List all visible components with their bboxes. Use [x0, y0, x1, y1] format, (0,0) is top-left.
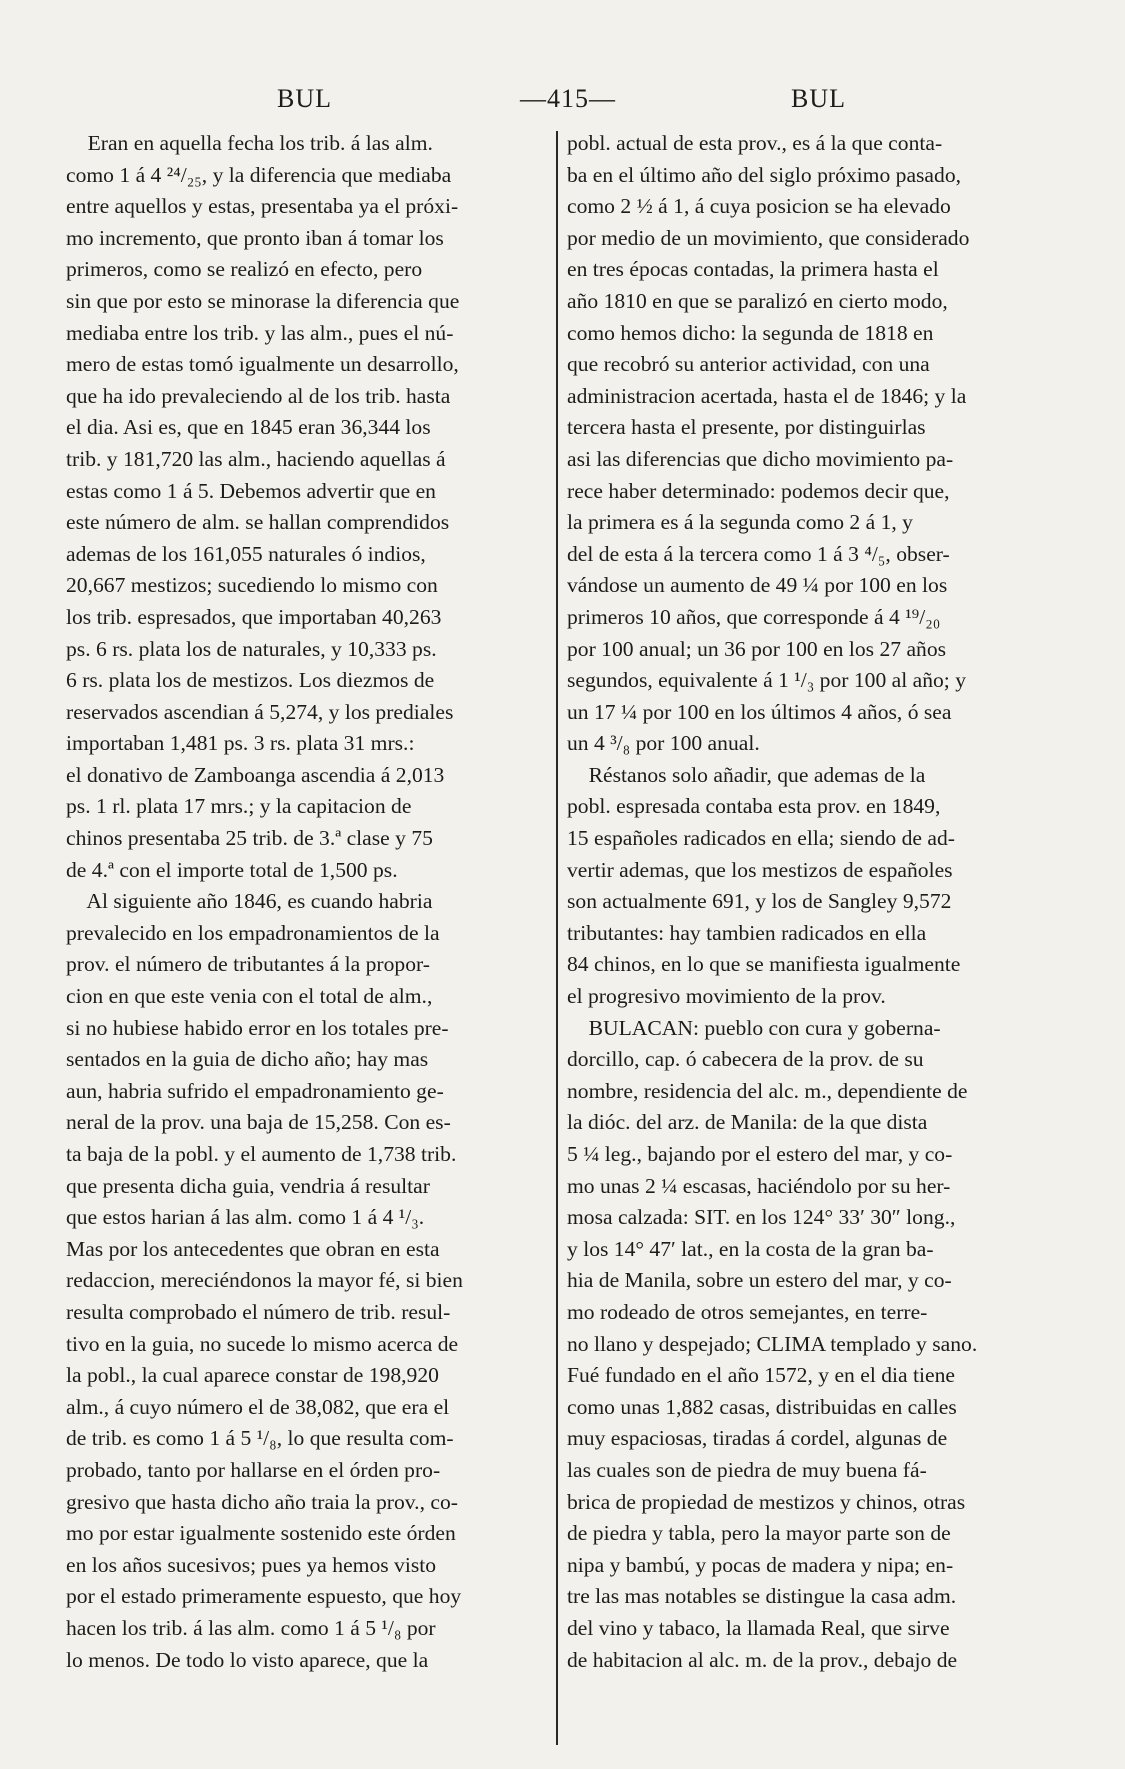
text-line: por medio de un movimiento, que considerado: [567, 225, 970, 250]
text-line: tercera hasta el presente, por distinguirlas: [567, 415, 926, 440]
text-line: cion en que este venia con el total de alm.,: [66, 984, 433, 1009]
text-line: sin que por esto se minorase la diferencia que: [66, 288, 460, 313]
text-line: de 4.ª con el importe total de 1,500 ps.: [66, 857, 398, 882]
text-line: como 1 á 4 ²⁴/₂₅, y la diferencia que mediaba: [66, 162, 452, 187]
text-line: ademas de los 161,055 naturales ó indios,: [66, 541, 426, 566]
text-line: pobl. actual de esta prov., es á la que conta-: [567, 131, 943, 155]
text-line: vertir ademas, que los mestizos de españoles: [567, 857, 953, 882]
text-line: 5 ¼ leg., bajando por el estero del mar, y co-: [567, 1142, 953, 1166]
text-line: mo incremento, que pronto iban á tomar los: [66, 225, 444, 250]
text-line: prov. el número de tributantes á la propor-: [66, 952, 430, 977]
text-line: mo unas 2 ¼ escasas, haciéndolo por su her-: [567, 1173, 951, 1198]
text-line: administracion acertada, hasta el de 1846; y la: [567, 383, 967, 408]
column-divider: [556, 131, 558, 1745]
text-line: son actualmente 691, y los de Sangley 9,572: [567, 889, 952, 914]
text-line: ba en el último año del siglo próximo pasado,: [567, 162, 962, 187]
text-line: tributantes: hay tambien radicados en ella: [567, 920, 927, 945]
text-line: primeros, como se realizó en efecto, pero: [66, 257, 423, 282]
text-line: brica de propiedad de mestizos y chinos, otras: [567, 1489, 966, 1514]
page-number: —415—: [520, 84, 616, 113]
text-line: la primera es á la segunda como 2 á 1, y: [567, 510, 913, 535]
text-line: Al siguiente año 1846, es cuando habria: [66, 889, 433, 914]
text-line: segundos, equivalente á 1 ¹/₃ por 100 al año; y: [567, 668, 966, 693]
running-head-right: BUL: [791, 84, 846, 113]
text-line: el donativo de Zamboanga ascendia á 2,013: [66, 762, 445, 787]
right-column: [567, 128, 1046, 1676]
text-line: Fué fundado en el año 1572, y en el dia tiene: [567, 1363, 955, 1388]
text-line: por el estado primeramente espuesto, que hoy: [66, 1584, 462, 1609]
text-line: asi las diferencias que dicho movimiento pa-: [567, 446, 954, 471]
text-line: estas como 1 á 5. Debemos advertir que en: [66, 478, 436, 503]
text-line: trib. y 181,720 las alm., haciendo aquellas á: [66, 446, 446, 471]
text-line: este número de alm. se hallan comprendidos: [66, 510, 450, 535]
left-column: [66, 128, 546, 1676]
text-line: muy espaciosas, tiradas á cordel, algunas de: [567, 1426, 948, 1451]
text-line: la dióc. del arz. de Manila: de la que dista: [567, 1110, 928, 1135]
text-line: Réstanos solo añadir, que ademas de la: [567, 762, 926, 787]
text-line: en los años sucesivos; pues ya hemos visto: [66, 1552, 437, 1577]
text-line: ps. 6 rs. plata los de naturales, y 10,333 ps.: [66, 636, 437, 661]
text-line: 20,667 mestizos; sucediendo lo mismo con: [66, 573, 438, 598]
text-line: de trib. es como 1 á 5 ¹/₈, lo que resulta com-: [66, 1426, 454, 1451]
text-line: como unas 1,882 casas, distribuidas en calles: [567, 1394, 957, 1419]
text-line: y los 14° 47′ lat., en la costa de la gran ba-: [567, 1236, 934, 1261]
text-line: chinos presentaba 25 trib. de 3.ª clase y 75: [66, 826, 433, 851]
running-head-left: BUL: [277, 84, 332, 113]
text-line: importaban 1,481 ps. 3 rs. plata 31 mrs.:: [66, 731, 415, 756]
text-line: hacen los trib. á las alm. como 1 á 5 ¹/₈ por: [66, 1615, 436, 1640]
text-line: como 2 ½ á 1, á cuya posicion se ha elevado: [567, 194, 951, 219]
text-line: vándose un aumento de 49 ¼ por 100 en los: [567, 573, 948, 598]
text-line: 84 chinos, en lo que se manifiesta igualmente: [567, 952, 961, 977]
text-line: alm., á cuyo número el de 38,082, que era el: [66, 1394, 450, 1419]
text-line: BULACAN: pueblo con cura y goberna-: [567, 1015, 941, 1040]
text-line: por 100 anual; un 36 por 100 en los 27 años: [567, 636, 947, 661]
text-line: redaccion, mereciéndonos la mayor fé, si bien: [66, 1268, 463, 1293]
text-line: de piedra y tabla, pero la mayor parte son de: [567, 1521, 951, 1546]
text-line: año 1810 en que se paralizó en cierto modo,: [567, 288, 948, 313]
text-line: tre las mas notables se distingue la casa adm.: [567, 1584, 957, 1609]
text-line: resulta comprobado el número de trib. resul-: [66, 1299, 451, 1324]
text-line: que recobró su anterior actividad, con una: [567, 352, 930, 377]
text-line: mo rodeado de otros semejantes, en terre-: [567, 1299, 928, 1324]
text-line: entre aquellos y estas, presentaba ya el próxi-: [66, 194, 459, 219]
text-line: mero de estas tomó igualmente un desarrollo,: [66, 352, 459, 377]
text-line: que estos harian á las alm. como 1 á 4 ¹/₃.: [66, 1205, 425, 1230]
text-line: la pobl., la cual aparece constar de 198,920: [66, 1363, 439, 1388]
text-line: del vino y tabaco, la llamada Real, que sirve: [567, 1615, 950, 1640]
text-line: primeros 10 años, que corresponde á 4 ¹⁹/₂₀: [567, 604, 941, 629]
text-line: prevalecido en los empadronamientos de la: [66, 920, 440, 945]
text-line: tivo en la guia, no sucede lo mismo acerca de: [66, 1331, 459, 1356]
text-line: los trib. espresados, que importaban 40,263: [66, 604, 442, 629]
text-line: nombre, residencia del alc. m., dependiente de: [567, 1078, 968, 1103]
text-line: aun, habria sufrido el empadronamiento ge-: [66, 1078, 444, 1103]
text-line: un 4 ³/₈ por 100 anual.: [567, 731, 760, 756]
text-line: mosa calzada: SIT. en los 124° 33′ 30″ long.,: [567, 1205, 956, 1230]
text-line: el progresivo movimiento de la prov.: [567, 984, 886, 1009]
text-line: neral de la prov. una baja de 15,258. Con es-: [66, 1110, 451, 1135]
text-line: las cuales son de piedra de muy buena fá-: [567, 1457, 927, 1482]
text-line: nipa y bambú, y pocas de madera y nipa; en-: [567, 1552, 954, 1577]
text-line: Eran en aquella fecha los trib. á las alm.: [66, 131, 433, 155]
text-line: del de esta á la tercera como 1 á 3 ⁴/₅, obser-: [567, 541, 950, 566]
text-line: lo menos. De todo lo visto aparece, que la: [66, 1647, 429, 1672]
text-line: ps. 1 rl. plata 17 mrs.; y la capitacion de: [66, 794, 412, 819]
text-line: ta baja de la pobl. y el aumento de 1,738 trib.: [66, 1142, 457, 1166]
text-line: rece haber determinado: podemos decir que,: [567, 478, 950, 503]
text-line: mediaba entre los trib. y las alm., pues el nú-: [66, 320, 454, 345]
text-line: probado, tanto por hallarse en el órden pro-: [66, 1457, 441, 1482]
text-line: de habitacion al alc. m. de la prov., debajo de: [567, 1647, 958, 1672]
text-line: gresivo que hasta dicho año traia la prov., co-: [66, 1489, 458, 1514]
text-line: que ha ido prevaleciendo al de los trib. hasta: [66, 383, 451, 408]
text-line: pobl. espresada contaba esta prov. en 1849,: [567, 794, 941, 819]
text-line: no llano y despejado; CLIMA templado y sano.: [567, 1331, 978, 1356]
text-line: que presenta dicha guia, vendria á resultar: [66, 1173, 430, 1198]
page-header: [0, 84, 1125, 124]
text-line: el dia. Asi es, que en 1845 eran 36,344 los: [66, 415, 431, 440]
text-line: reservados ascendian á 5,274, y los prediales: [66, 699, 454, 724]
text-line: hia de Manila, sobre un estero del mar, y co-: [567, 1268, 952, 1293]
text-line: un 17 ¼ por 100 en los últimos 4 años, ó sea: [567, 699, 952, 724]
text-line: dorcillo, cap. ó cabecera de la prov. de su: [567, 1047, 924, 1072]
text-line: 6 rs. plata los de mestizos. Los diezmos de: [66, 668, 435, 693]
text-line: en tres épocas contadas, la primera hasta el: [567, 257, 939, 282]
text-line: mo por estar igualmente sostenido este órden: [66, 1521, 456, 1546]
text-line: sentados en la guia de dicho año; hay mas: [66, 1047, 429, 1072]
text-line: Mas por los antecedentes que obran en esta: [66, 1236, 440, 1261]
text-line: como hemos dicho: la segunda de 1818 en: [567, 320, 934, 345]
text-line: 15 españoles radicados en ella; siendo de ad-: [567, 826, 955, 851]
text-line: si no hubiese habido error en los totales pre-: [66, 1015, 449, 1040]
